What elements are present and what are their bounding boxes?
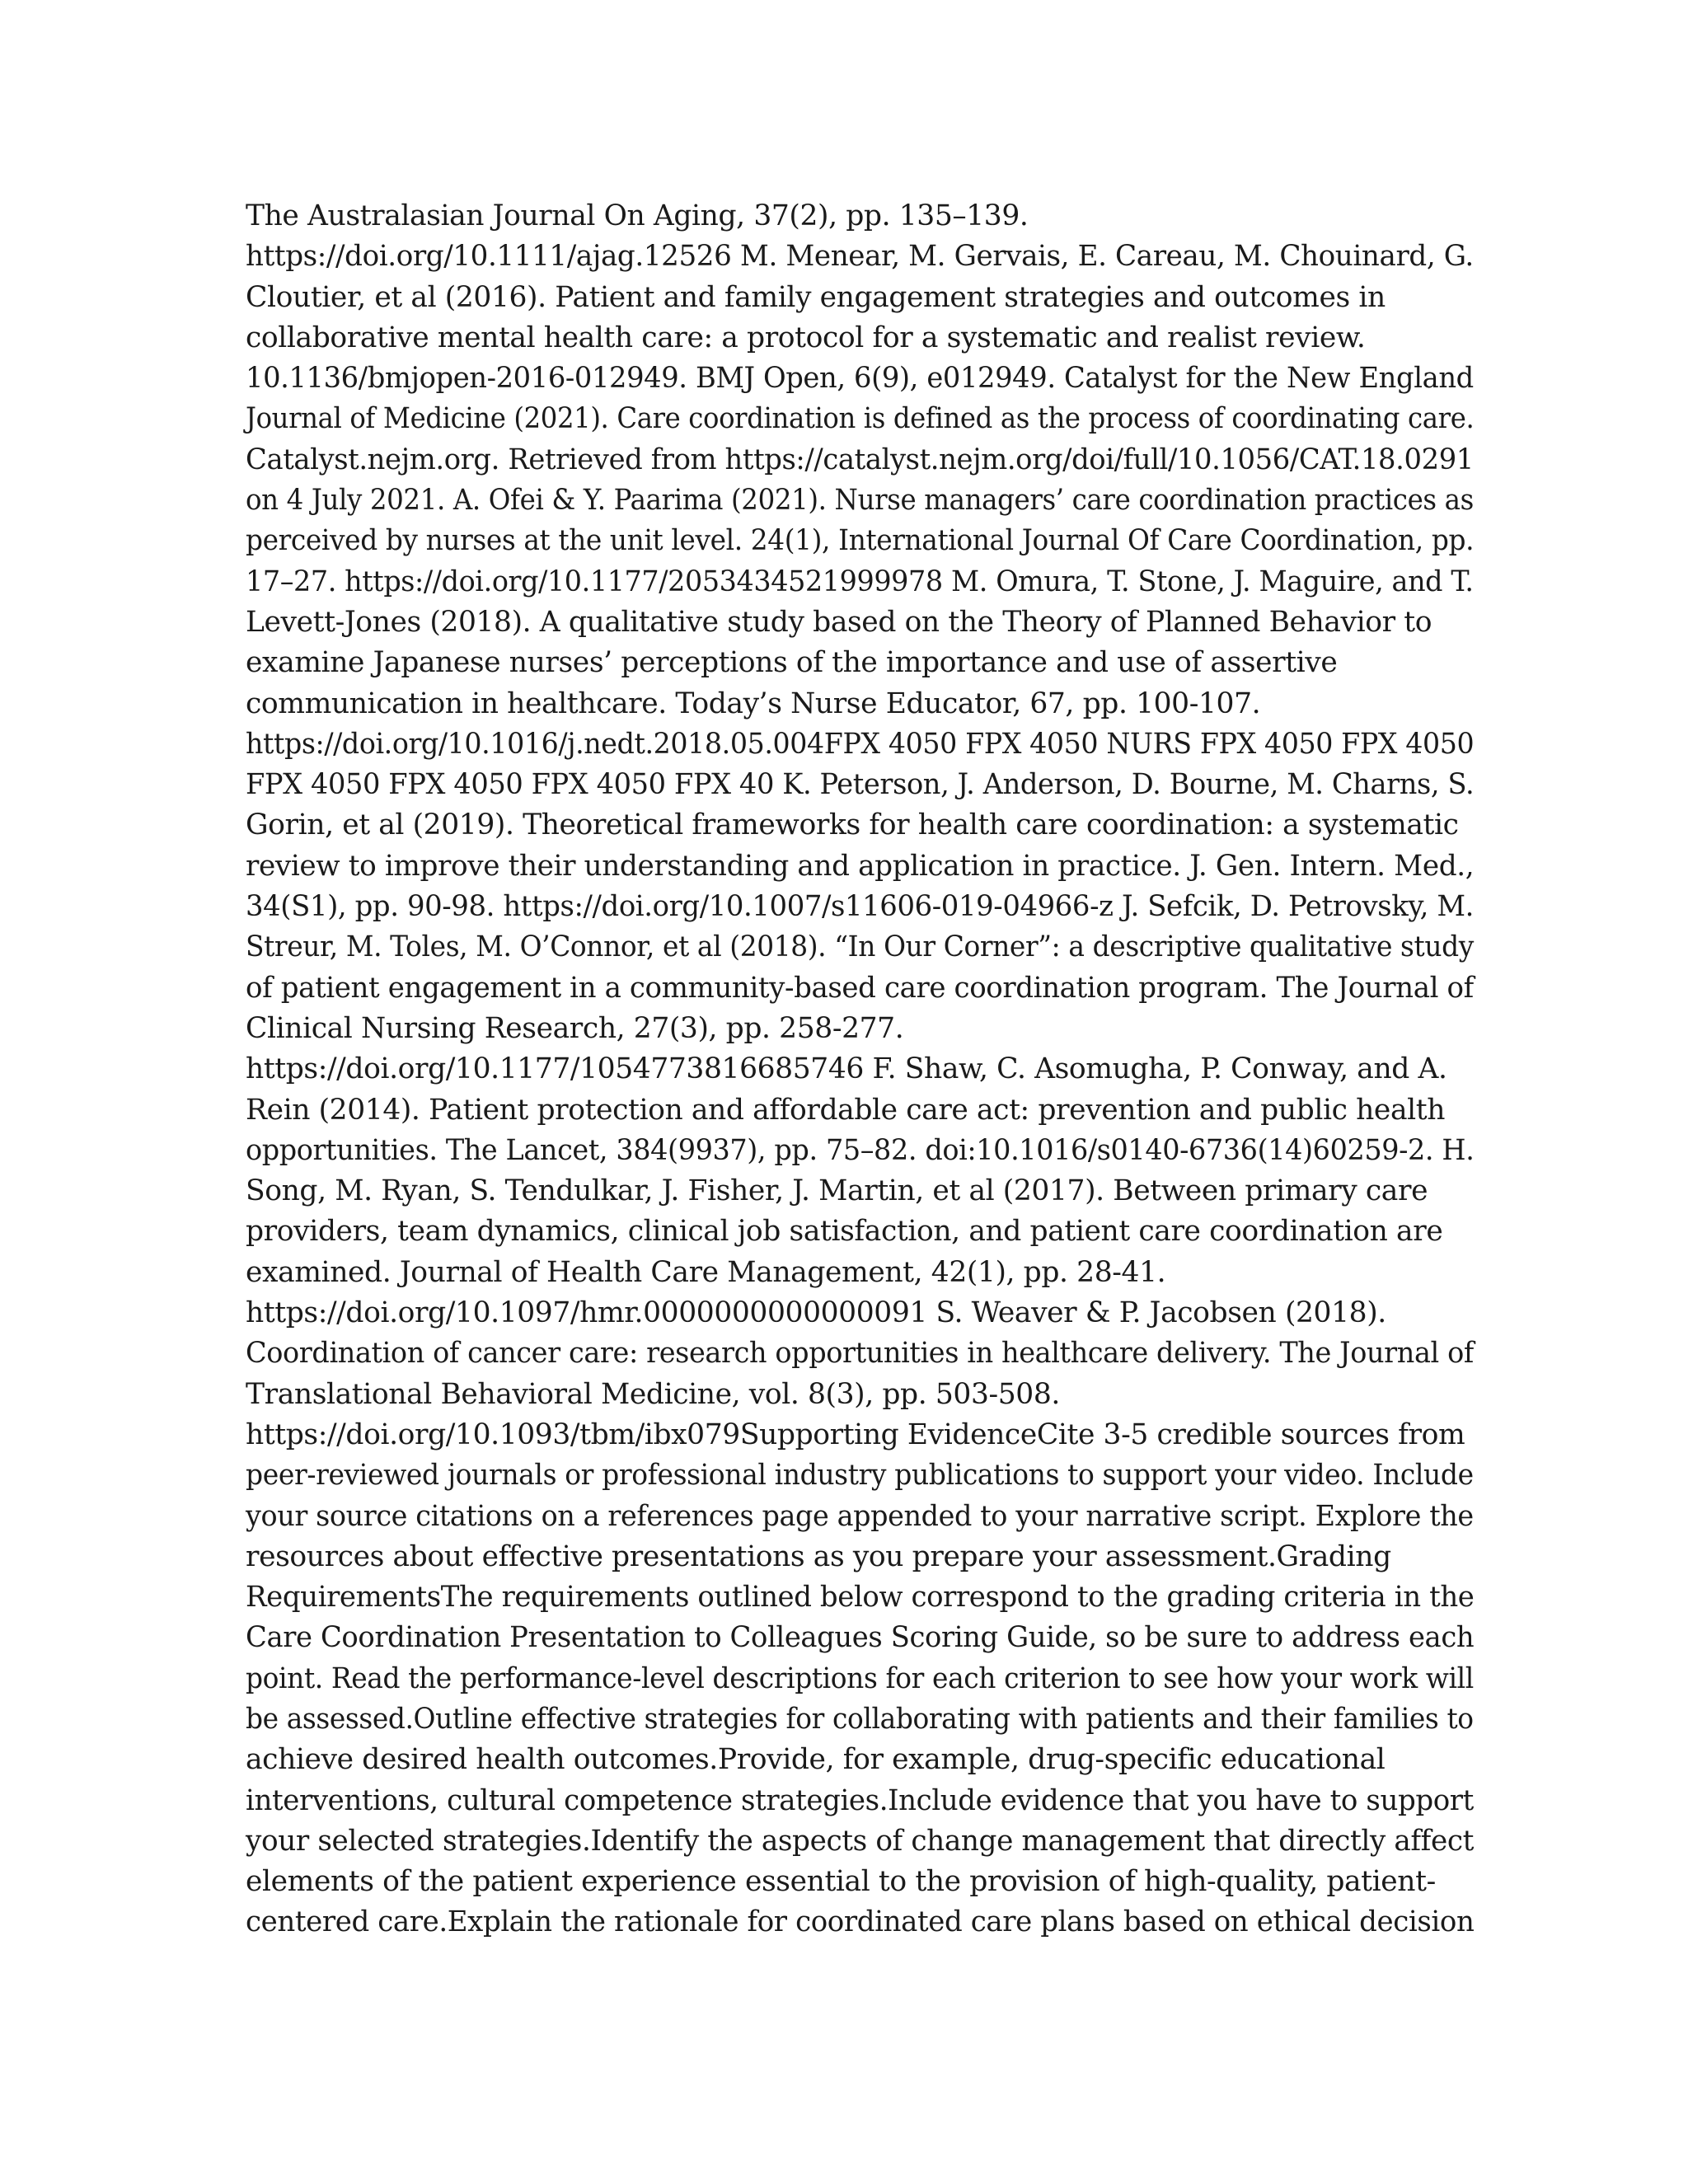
text-line: Catalyst.nejm.org. Retrieved from https://catalyst.nejm.org/doi/full/10.1056/CAT.18.0291 <box>246 443 1474 476</box>
text-line: Care Coordination Presentation to Colleagues Scoring Guide, so be sure to address each <box>246 1621 1475 1655</box>
text-line: FPX 4050 FPX 4050 FPX 4050 FPX 40 K. Peterson, J. Anderson, D. Bourne, M. Charns, S. <box>246 768 1475 802</box>
text-line: Cloutier, et al (2016). Patient and family engagement strategies and outcomes in <box>246 280 1386 314</box>
text-line: RequirementsThe requirements outlined below correspond to the grading criteria in the <box>246 1581 1475 1615</box>
text-line: opportunities. The Lancet, 384(9937), pp. 75–82. doi:10.1016/s0140-6736(14)60259-2. H. <box>246 1133 1475 1167</box>
text-line: Rein (2014). Patient protection and affordable care act: prevention and public health <box>246 1093 1446 1127</box>
text-line: be assessed.Outline effective strategies for collaborating with patients and their families to <box>246 1702 1474 1736</box>
text-line: of patient engagement in a community-based care coordination program. The Journal of <box>246 971 1474 1005</box>
text-line: elements of the patient experience essential to the provision of high-quality, patient- <box>246 1865 1436 1899</box>
body-text <box>246 196 1475 1943</box>
text-line: interventions, cultural competence strategies.Include evidence that you have to support <box>246 1783 1474 1817</box>
text-line: Levett-Jones (2018). A qualitative study based on the Theory of Planned Behavior to <box>246 605 1432 639</box>
text-line: https://doi.org/10.1177/1054773816685746 F. Shaw, C. Asomugha, P. Conway, and A. <box>246 1052 1447 1086</box>
text-line: examine Japanese nurses’ perceptions of the importance and use of assertive <box>246 646 1338 680</box>
text-line: 17–27. https://doi.org/10.1177/2053434521999978 M. Omura, T. Stone, J. Maguire, and T. <box>246 565 1474 598</box>
text-line: on 4 July 2021. A. Ofei & Y. Paarima (2021). Nurse managers’ care coordination practices as <box>246 484 1474 518</box>
text-line: Streur, M. Toles, M. O’Connor, et al (2018). “In Our Corner”: a descriptive qualitative study <box>246 930 1474 964</box>
text-line: Song, M. Ryan, S. Tendulkar, J. Fisher, J. Martin, et al (2017). Between primary care <box>246 1174 1428 1208</box>
text-line: 34(S1), pp. 90-98. https://doi.org/10.1007/s11606-019-04966-z J. Sefcik, D. Petrovsky, M. <box>246 890 1475 924</box>
text-line: Journal of Medicine (2021). Care coordination is defined as the process of coordinating care. <box>246 402 1475 436</box>
text-line: communication in healthcare. Today’s Nurse Educator, 67, pp. 100-107. <box>246 687 1261 720</box>
text-line: centered care.Explain the rationale for coordinated care plans based on ethical decision <box>246 1905 1475 1939</box>
text-line: Translational Behavioral Medicine, vol. 8(3), pp. 503-508. <box>246 1377 1060 1411</box>
text-line: Clinical Nursing Research, 27(3), pp. 258-277. <box>246 1011 904 1045</box>
text-line: examined. Journal of Health Care Management, 42(1), pp. 28-41. <box>246 1255 1166 1289</box>
text-line: resources about effective presentations as you prepare your assessment.Grading <box>246 1540 1391 1573</box>
text-line: your source citations on a references page appended to your narrative script. Explore the <box>246 1499 1474 1533</box>
text-line: review to improve their understanding and application in practice. J. Gen. Intern. Med., <box>246 849 1475 883</box>
text-line: Gorin, et al (2019). Theoretical frameworks for health care coordination: a systematic <box>246 808 1459 842</box>
text-line: collaborative mental health care: a protocol for a systematic and realist review. <box>246 321 1366 354</box>
text-line: Coordination of cancer care: research opportunities in healthcare delivery. The Journal of <box>246 1337 1474 1371</box>
text-line: point. Read the performance-level descriptions for each criterion to see how your work will <box>246 1661 1474 1695</box>
text-line: your selected strategies.Identify the aspects of change management that directly affect <box>246 1824 1475 1858</box>
text-line: providers, team dynamics, clinical job satisfaction, and patient care coordination are <box>246 1215 1443 1249</box>
text-line: peer-reviewed journals or professional industry publications to support your video. Include <box>246 1459 1474 1493</box>
text-line: The Australasian Journal On Aging, 37(2), pp. 135–139. <box>246 199 1029 232</box>
text-line: perceived by nurses at the unit level. 24(1), International Journal Of Care Coordination, pp. <box>246 524 1475 558</box>
text-line: https://doi.org/10.1097/hmr.0000000000000091 S. Weaver & P. Jacobsen (2018). <box>246 1296 1386 1330</box>
text-line: https://doi.org/10.1016/j.nedt.2018.05.004FPX 4050 FPX 4050 NURS FPX 4050 FPX 4050 <box>246 727 1475 761</box>
text-line: https://doi.org/10.1111/ajag.12526 M. Menear, M. Gervais, E. Careau, M. Chouinard, G. <box>246 240 1474 274</box>
text-line: 10.1136/bmjopen-2016-012949. BMJ Open, 6(9), e012949. Catalyst for the New England <box>246 362 1474 396</box>
text-line: achieve desired health outcomes.Provide, for example, drug-specific educational <box>246 1743 1386 1777</box>
text-line: https://doi.org/10.1093/tbm/ibx079Supporting EvidenceCite 3-5 credible sources from <box>246 1418 1465 1451</box>
